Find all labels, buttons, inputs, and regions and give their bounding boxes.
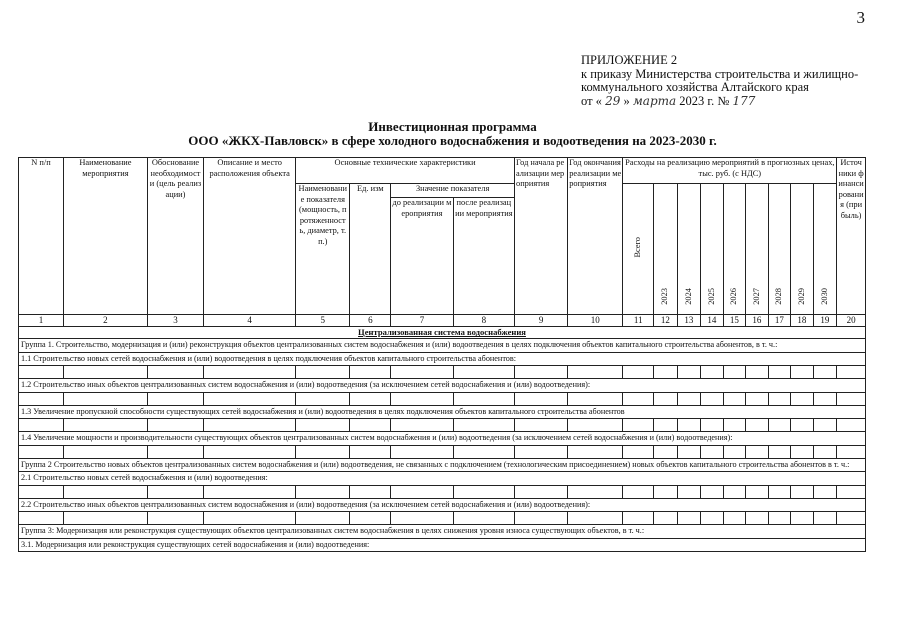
- empty-cell: [746, 512, 769, 525]
- investment-table: [18, 157, 866, 552]
- column-number: 14: [701, 315, 724, 327]
- empty-cell: [813, 419, 837, 432]
- header-year-2027: [746, 184, 769, 315]
- empty-cell: [813, 512, 837, 525]
- year-label: 2027: [751, 287, 761, 305]
- group-row-text: 1.1 Строительство новых сетей водоснабжения и (или) водоотведения в целях подключения объектов капитального строительства абонентов:: [19, 352, 866, 366]
- group-row-text: 2.2 Строительство иных объектов централизованных систем водоснабжения и (или) водоотведения (за исключением сетей водоснабжения и (или) водоотведения):: [19, 498, 866, 512]
- group-row-text: 3.1. Модернизация или реконструкция существующих сетей водоснабжения и (или) водоотведения:: [19, 538, 866, 552]
- column-number: 20: [837, 315, 866, 327]
- group-row-text: 1.4 Увеличение мощности и производительности существующих объектов централизованных систем водоснабжения и (или) водоотведения (за исключением сетей водоснабжения и (или) водоотведения):: [19, 432, 866, 446]
- empty-cell: [391, 485, 453, 498]
- page-number: 3: [856, 8, 865, 27]
- column-number: 10: [568, 315, 623, 327]
- empty-cell: [64, 366, 148, 379]
- empty-cell: [723, 419, 746, 432]
- group-row: [19, 472, 866, 486]
- header-year-end: Год окончания реализации мероприятия: [568, 158, 623, 315]
- header-reason: Обоснование необходимости (цель реализации): [147, 158, 203, 315]
- empty-cell: [677, 366, 701, 379]
- empty-cell: [568, 419, 623, 432]
- header-before: до реализации мероприятия: [391, 198, 453, 315]
- column-number: 15: [723, 315, 746, 327]
- year-label: 2024: [683, 287, 693, 305]
- date-year: 2023 г. №: [679, 93, 730, 108]
- column-number: 17: [768, 315, 791, 327]
- empty-cell: [350, 419, 391, 432]
- empty-cell: [768, 419, 791, 432]
- empty-cell: [813, 392, 837, 405]
- year-label: 2028: [774, 287, 784, 305]
- group-row: [19, 379, 866, 393]
- title-line-1: Инвестиционная программа: [368, 119, 537, 134]
- empty-cell: [19, 512, 64, 525]
- empty-cell: [19, 366, 64, 379]
- header-total: [623, 184, 654, 315]
- empty-cell: [19, 419, 64, 432]
- empty-cell: [391, 419, 453, 432]
- header-year-2026: [723, 184, 746, 315]
- empty-cell: [768, 366, 791, 379]
- empty-cell: [701, 419, 724, 432]
- empty-cell: [768, 485, 791, 498]
- empty-cell: [350, 512, 391, 525]
- column-number: 16: [746, 315, 769, 327]
- header-year-2024: [677, 184, 701, 315]
- empty-cell: [515, 419, 568, 432]
- column-number: 12: [654, 315, 678, 327]
- column-number: 1: [19, 315, 64, 327]
- group-row: [19, 458, 866, 472]
- empty-cell: [64, 485, 148, 498]
- empty-cell: [350, 392, 391, 405]
- group-row: [19, 498, 866, 512]
- column-number: 19: [813, 315, 837, 327]
- group-row-text: Группа 1. Строительство, модернизация и (или) реконструкция объектов централизованных систем водоснабжения и (или) водоотведения в целях подключения объектов капитального строительства абонентов, в т. ч.:: [19, 339, 866, 353]
- total-label: Всего: [632, 236, 642, 258]
- empty-cell: [296, 512, 350, 525]
- empty-row: [19, 485, 866, 498]
- empty-cell: [791, 366, 814, 379]
- empty-cell: [453, 366, 514, 379]
- year-label: 2030: [819, 287, 829, 305]
- column-number: 5: [296, 315, 350, 327]
- date-prefix: от «: [581, 93, 602, 108]
- header-year-2028: [768, 184, 791, 315]
- empty-cell: [19, 392, 64, 405]
- empty-cell: [701, 485, 724, 498]
- empty-cell: [768, 512, 791, 525]
- empty-cell: [791, 445, 814, 458]
- empty-cell: [147, 485, 203, 498]
- empty-cell: [677, 445, 701, 458]
- column-number: 8: [453, 315, 514, 327]
- column-number: 6: [350, 315, 391, 327]
- group-row-text: 1.2 Строительство иных объектов централизованных систем водоснабжения и (или) водоотведения (за исключением сетей водоснабжения и (или) водоотведения):: [19, 379, 866, 393]
- handwritten-month: марта: [632, 93, 677, 108]
- column-number: 7: [391, 315, 453, 327]
- empty-cell: [204, 512, 296, 525]
- header-location: Описание и место расположения объекта: [204, 158, 296, 315]
- empty-cell: [768, 445, 791, 458]
- empty-cell: [19, 485, 64, 498]
- group-row: [19, 405, 866, 419]
- empty-cell: [64, 392, 148, 405]
- header-unit: Ед. изм: [350, 184, 391, 315]
- column-numbers-row: [19, 315, 866, 327]
- header-num: N п/п: [19, 158, 64, 315]
- year-label: 2029: [796, 287, 806, 305]
- group-row-text: 2.1 Строительство новых сетей водоснабжения и (или) водоотведения:: [19, 472, 866, 486]
- empty-cell: [568, 512, 623, 525]
- empty-cell: [654, 512, 678, 525]
- column-number: 4: [204, 315, 296, 327]
- group-row-text: Группа 3: Модернизация или реконструкция существующих объектов централизованных систем водоснабжения в целях снижения уровня износа существующих объектов, в т. ч.:: [19, 525, 866, 539]
- empty-cell: [623, 392, 654, 405]
- empty-cell: [64, 445, 148, 458]
- header-source: Источники финансирования (прибыль): [837, 158, 866, 315]
- header-year-2030: [813, 184, 837, 315]
- empty-cell: [746, 445, 769, 458]
- group-row: [19, 339, 866, 353]
- empty-cell: [296, 366, 350, 379]
- empty-cell: [350, 445, 391, 458]
- empty-cell: [147, 445, 203, 458]
- empty-cell: [837, 392, 866, 405]
- empty-cell: [813, 485, 837, 498]
- empty-cell: [791, 392, 814, 405]
- empty-cell: [813, 366, 837, 379]
- empty-cell: [701, 366, 724, 379]
- header-year-start: Год начала реализации мероприятия: [515, 158, 568, 315]
- empty-cell: [837, 419, 866, 432]
- empty-cell: [701, 445, 724, 458]
- empty-cell: [296, 419, 350, 432]
- empty-cell: [677, 512, 701, 525]
- appendix-header: [581, 54, 858, 108]
- group-row: [19, 538, 866, 552]
- column-number: 2: [64, 315, 148, 327]
- empty-cell: [768, 392, 791, 405]
- group-row-text: Группа 2 Строительство новых объектов централизованных систем водоснабжения и (или) водоотведения, не связанных с подключением (технологическим присоединением) новых объектов капитального строительства абонентов в т. ч.:: [19, 458, 866, 472]
- empty-cell: [623, 512, 654, 525]
- empty-cell: [837, 366, 866, 379]
- empty-cell: [746, 485, 769, 498]
- empty-cell: [568, 366, 623, 379]
- year-label: 2026: [729, 287, 739, 305]
- empty-cell: [296, 485, 350, 498]
- header-costs: Расходы на реализацию мероприятий в прогнозных ценах, тыс. руб. (с НДС): [623, 158, 837, 184]
- empty-row: [19, 445, 866, 458]
- empty-cell: [837, 485, 866, 498]
- empty-cell: [837, 512, 866, 525]
- empty-cell: [204, 392, 296, 405]
- appendix-line-3: [581, 95, 858, 109]
- empty-cell: [723, 392, 746, 405]
- empty-cell: [64, 419, 148, 432]
- empty-cell: [515, 445, 568, 458]
- empty-cell: [791, 419, 814, 432]
- empty-cell: [350, 366, 391, 379]
- column-number: 9: [515, 315, 568, 327]
- empty-cell: [723, 485, 746, 498]
- empty-row: [19, 366, 866, 379]
- empty-cell: [453, 419, 514, 432]
- empty-cell: [654, 419, 678, 432]
- empty-cell: [296, 445, 350, 458]
- empty-cell: [723, 512, 746, 525]
- empty-cell: [677, 392, 701, 405]
- empty-cell: [568, 485, 623, 498]
- date-mid: »: [623, 93, 630, 108]
- empty-cell: [204, 419, 296, 432]
- empty-row: [19, 419, 866, 432]
- empty-cell: [623, 445, 654, 458]
- empty-cell: [723, 445, 746, 458]
- empty-cell: [515, 392, 568, 405]
- column-number: 3: [147, 315, 203, 327]
- empty-cell: [204, 445, 296, 458]
- empty-cell: [813, 445, 837, 458]
- year-label: 2025: [706, 287, 716, 305]
- empty-row: [19, 512, 866, 525]
- column-number: 13: [677, 315, 701, 327]
- empty-cell: [654, 445, 678, 458]
- empty-cell: [391, 392, 453, 405]
- header-year-2029: [791, 184, 814, 315]
- empty-cell: [568, 392, 623, 405]
- column-number: 18: [791, 315, 814, 327]
- empty-cell: [391, 445, 453, 458]
- empty-cell: [147, 392, 203, 405]
- header-year-2025: [701, 184, 724, 315]
- year-label: 2023: [660, 287, 670, 305]
- empty-cell: [654, 392, 678, 405]
- empty-cell: [296, 392, 350, 405]
- empty-cell: [64, 512, 148, 525]
- empty-cell: [204, 366, 296, 379]
- empty-cell: [837, 445, 866, 458]
- empty-cell: [701, 512, 724, 525]
- empty-cell: [791, 512, 814, 525]
- empty-cell: [623, 485, 654, 498]
- empty-cell: [350, 485, 391, 498]
- handwritten-day: 29: [605, 93, 621, 108]
- empty-row: [19, 392, 866, 405]
- appendix-title: ПРИЛОЖЕНИЕ 2: [581, 53, 678, 67]
- empty-cell: [677, 485, 701, 498]
- empty-cell: [623, 419, 654, 432]
- title-line-2: ООО «ЖКХ-Павловск» в сфере холодного водоснабжения и водоотведения на 2023-2030 г.: [188, 133, 717, 148]
- column-number: 11: [623, 315, 654, 327]
- section-title: Централизованная система водоснабжения: [19, 327, 866, 339]
- header-year-2023: [654, 184, 678, 315]
- empty-cell: [453, 392, 514, 405]
- empty-cell: [391, 366, 453, 379]
- group-row: [19, 525, 866, 539]
- empty-cell: [677, 419, 701, 432]
- empty-cell: [515, 366, 568, 379]
- empty-cell: [701, 392, 724, 405]
- empty-cell: [515, 485, 568, 498]
- empty-cell: [623, 366, 654, 379]
- empty-cell: [453, 445, 514, 458]
- appendix-line-2: коммунального хозяйства Алтайского края: [581, 80, 809, 94]
- group-row-text: 1.3 Увеличение пропускной способности существующих сетей водоснабжения и (или) водоотведения в целях подключения объектов капитального строительства абонентов: [19, 405, 866, 419]
- group-row: [19, 432, 866, 446]
- empty-cell: [147, 512, 203, 525]
- table-body: [19, 339, 866, 552]
- empty-cell: [453, 485, 514, 498]
- empty-cell: [19, 445, 64, 458]
- empty-cell: [654, 366, 678, 379]
- empty-cell: [723, 366, 746, 379]
- empty-cell: [746, 392, 769, 405]
- empty-cell: [654, 485, 678, 498]
- group-row: [19, 352, 866, 366]
- empty-cell: [453, 512, 514, 525]
- header-tech-name: Наименование показателя (мощность, протяженность, диаметр, т.п.): [296, 184, 350, 315]
- header-name: Наименование мероприятия: [64, 158, 148, 315]
- empty-cell: [391, 512, 453, 525]
- empty-cell: [791, 485, 814, 498]
- handwritten-number: 177: [732, 93, 756, 108]
- empty-cell: [746, 419, 769, 432]
- empty-cell: [204, 485, 296, 498]
- header-tech: Основные технические характеристики: [296, 158, 515, 184]
- appendix-line-1: к приказу Министерства строительства и жилищно-: [581, 66, 859, 81]
- empty-cell: [515, 512, 568, 525]
- empty-cell: [147, 366, 203, 379]
- empty-cell: [568, 445, 623, 458]
- header-after: после реализации мероприятия: [453, 198, 514, 315]
- empty-cell: [147, 419, 203, 432]
- header-value: Значение показателя: [391, 184, 515, 198]
- empty-cell: [746, 366, 769, 379]
- document-title: [0, 120, 905, 148]
